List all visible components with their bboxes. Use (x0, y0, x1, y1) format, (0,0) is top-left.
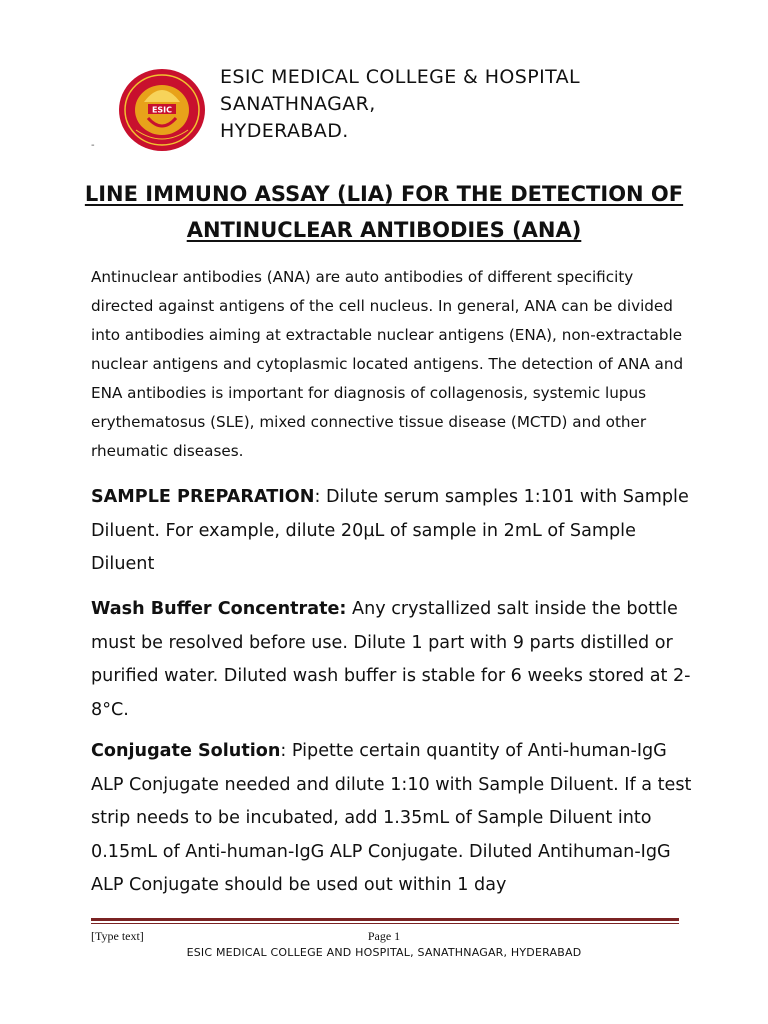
header-line: ESIC MEDICAL COLLEGE & HOSPITAL (220, 66, 580, 88)
section-heading: Wash Buffer Concentrate: (91, 599, 347, 619)
footer-rule-thin (91, 923, 679, 924)
footer-placeholder: [Type text] (91, 929, 144, 943)
stray-dash: - (91, 140, 95, 151)
institution-header (220, 64, 580, 145)
section-heading: Conjugate Solution (91, 741, 281, 761)
header-line: SANATHNAGAR, (220, 93, 376, 115)
section-separator: : (314, 487, 326, 507)
esic-logo (118, 68, 206, 152)
section-body: Any crystallized salt inside the bottle must be resolved before use. Dilute 1 part with 9 parts distilled or purified water. Diluted wash buffer is stable for 6 weeks stored at 2-8°C. (91, 599, 691, 720)
section-body: Pipette certain quantity of Anti-human-IgG ALP Conjugate needed and dilute 1:10 with Sample Diluent. If a test strip needs to be incubated, add 1.35mL of Sample Diluent into 0.15mL of Anti-human-IgG ALP Conjugate. Diluted Antihuman-IgG ALP Conjugate should be used out within 1 day (91, 741, 692, 895)
title-line-1: LINE IMMUNO ASSAY (LIA) FOR THE DETECTION OF (84, 182, 684, 206)
page-number: Page 1 (367, 929, 401, 943)
document-title (60, 176, 708, 248)
section-heading: SAMPLE PREPARATION (91, 487, 315, 507)
footer-institution: ESIC MEDICAL COLLEGE AND HOSPITAL, SANATHNAGAR, HYDERABAD (186, 946, 582, 959)
wash-buffer-section (91, 593, 701, 727)
section-body: Dilute serum samples 1:101 with Sample Diluent. For example, dilute 20µL of sample in 2mL of Sample Diluent (91, 487, 689, 574)
footer-rule-thick (91, 918, 679, 921)
header-line: HYDERABAD. (220, 120, 349, 142)
section-separator: : (280, 741, 292, 761)
intro-paragraph: Antinuclear antibodies (ANA) are auto antibodies of different specificity directed against antigens of the cell nucleus. In general, ANA can be divided into antibodies aiming at extractable nuclear antigens (ENA), non-extractable nuclear antigens and cytoplasmic located antigens. The detection of ANA and ENA antibodies is important for diagnosis of collagenosis, systemic lupus erythematosus (SLE), mixed connective tissue disease (MCTD) and other rheumatic diseases. (91, 268, 684, 460)
conjugate-solution-section (91, 735, 701, 903)
title-line-2: ANTINUCLEAR ANTIBODIES (ANA) (186, 218, 582, 242)
sample-preparation-section (91, 481, 701, 582)
logo-text: ESIC (151, 105, 173, 115)
